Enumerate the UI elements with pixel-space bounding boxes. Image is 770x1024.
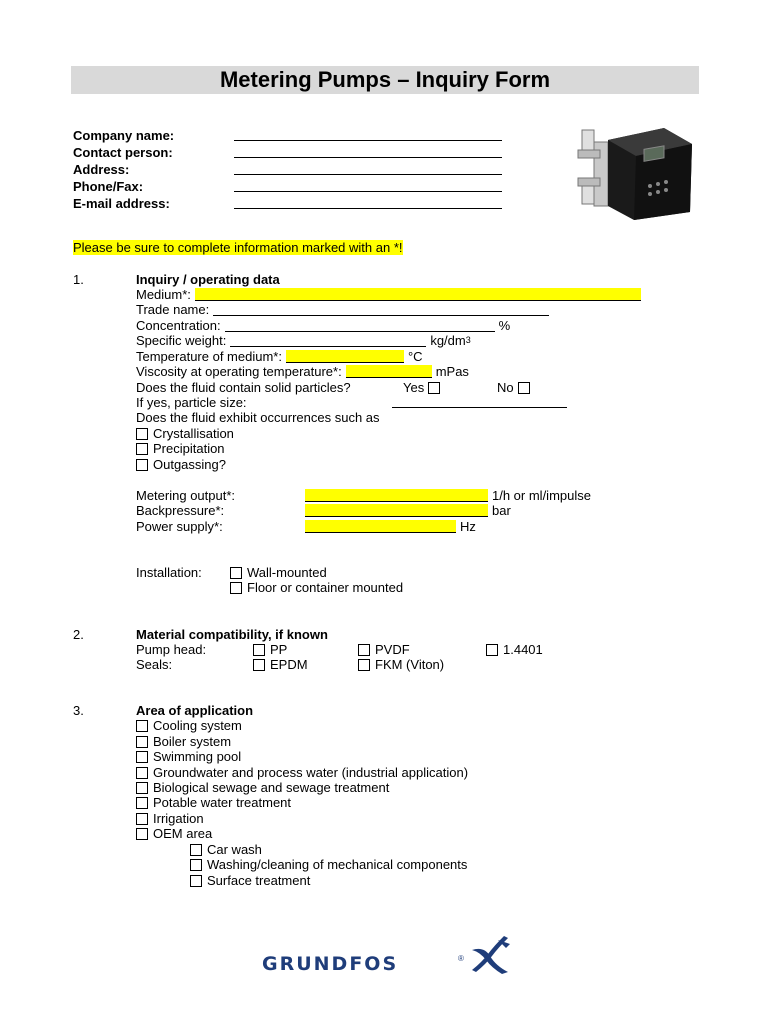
irrigation-label: Irrigation (153, 811, 204, 826)
floor-mounted-checkbox[interactable] (230, 582, 242, 594)
washing-cleaning-label: Washing/cleaning of mechanical components (207, 857, 468, 872)
specific-weight-label: Specific weight: (136, 333, 227, 348)
specific-weight-unit: kg/dm (430, 333, 466, 348)
installation-label: Installation: (136, 565, 202, 580)
medium-row (136, 287, 641, 302)
wall-mounted-checkbox[interactable] (230, 567, 242, 579)
pump-head-option[interactable] (486, 642, 543, 657)
precipitation-checkbox[interactable] (136, 443, 148, 455)
temperature-field[interactable] (286, 350, 404, 363)
viscosity-row (136, 364, 469, 379)
temperature-label: Temperature of medium*: (136, 349, 282, 364)
installation-option[interactable] (230, 565, 327, 580)
section-2-heading: Material compatibility, if known (136, 627, 328, 642)
logo-registered-mark: ® (458, 954, 464, 963)
concentration-unit: % (498, 318, 511, 333)
seal-option[interactable] (358, 657, 444, 672)
pvdf-label: PVDF (375, 642, 410, 657)
particle-size-label: If yes, particle size: (136, 395, 247, 410)
concentration-label: Concentration: (136, 318, 221, 333)
application-option[interactable] (136, 811, 204, 826)
power-supply-field[interactable] (305, 520, 456, 533)
wall-mounted-label: Wall-mounted (247, 565, 327, 580)
yes-checkbox[interactable] (428, 382, 440, 394)
application-option[interactable] (136, 749, 241, 764)
cooling-system-checkbox[interactable] (136, 720, 148, 732)
occurrence-option[interactable] (136, 457, 226, 472)
oem-area-label: OEM area (153, 826, 213, 841)
metering-pump-image (572, 120, 694, 220)
pump-head-label: Pump head: (136, 642, 207, 657)
potable-water-label: Potable water treatment (153, 795, 292, 810)
specific-weight-row (136, 333, 471, 348)
stainless-1-4401-label: 1.4401 (503, 642, 543, 657)
floor-mounted-label: Floor or container mounted (247, 580, 404, 595)
address-field[interactable] (234, 162, 502, 175)
solid-particles-yes (403, 380, 445, 395)
application-option[interactable] (136, 780, 389, 795)
specific-weight-unit-superscript: 3 (465, 335, 471, 345)
contact-person-field[interactable] (234, 145, 502, 158)
section-3-heading: Area of application (136, 703, 254, 718)
car-wash-checkbox[interactable] (190, 844, 202, 856)
logo-text: GRUNDFOS (262, 953, 399, 975)
oem-suboption[interactable] (190, 873, 310, 888)
medium-field[interactable] (195, 288, 641, 301)
crystallisation-checkbox[interactable] (136, 428, 148, 440)
irrigation-checkbox[interactable] (136, 813, 148, 825)
trade-name-field[interactable] (213, 303, 549, 316)
temperature-row (136, 349, 423, 364)
grundfos-logo (262, 936, 512, 976)
washing-cleaning-checkbox[interactable] (190, 859, 202, 871)
oem-suboption[interactable] (190, 857, 467, 872)
concentration-field[interactable] (225, 319, 495, 332)
application-option[interactable] (136, 718, 242, 733)
seals-label: Seals: (136, 657, 173, 672)
backpressure-field[interactable] (305, 504, 488, 517)
crystallisation-label: Crystallisation (153, 426, 234, 441)
viscosity-field[interactable] (346, 365, 432, 378)
contact-label-person: Contact person: (73, 145, 173, 160)
swimming-pool-label: Swimming pool (153, 749, 242, 764)
pvdf-checkbox[interactable] (358, 644, 370, 656)
medium-label: Medium*: (136, 287, 191, 302)
temperature-unit: °C (407, 349, 423, 364)
swimming-pool-checkbox[interactable] (136, 751, 148, 763)
pp-label: PP (270, 642, 288, 657)
section-3-number: 3. (73, 703, 84, 718)
epdm-label: EPDM (270, 657, 308, 672)
yes-label: Yes (403, 380, 425, 395)
solid-particles-question: Does the fluid contain solid particles? (136, 380, 351, 395)
fkm-viton-checkbox[interactable] (358, 659, 370, 671)
viscosity-label: Viscosity at operating temperature*: (136, 364, 342, 379)
outgassing-checkbox[interactable] (136, 459, 148, 471)
sewage-treatment-label: Biological sewage and sewage treatment (153, 780, 390, 795)
installation-option[interactable] (230, 580, 403, 595)
page-title: Metering Pumps – Inquiry Form (71, 66, 699, 94)
trade-name-label: Trade name: (136, 302, 210, 317)
boiler-system-label: Boiler system (153, 734, 232, 749)
boiler-system-checkbox[interactable] (136, 736, 148, 748)
pump-head-option[interactable] (358, 642, 410, 657)
contact-label-company: Company name: (73, 128, 175, 143)
trade-name-row (136, 302, 549, 317)
outgassing-label: Outgassing? (153, 457, 226, 472)
precipitation-label: Precipitation (153, 441, 225, 456)
application-option[interactable] (136, 734, 231, 749)
section-1-number: 1. (73, 272, 84, 287)
epdm-checkbox[interactable] (253, 659, 265, 671)
pp-checkbox[interactable] (253, 644, 265, 656)
grundfos-x-icon (468, 936, 512, 976)
metering-output-unit: 1/h or ml/impulse (492, 488, 591, 503)
power-supply-unit: Hz (460, 519, 476, 534)
sewage-treatment-checkbox[interactable] (136, 782, 148, 794)
application-option[interactable] (136, 795, 291, 810)
fkm-viton-label: FKM (Viton) (375, 657, 445, 672)
power-supply-label: Power supply*: (136, 519, 223, 534)
stainless-1-4401-checkbox[interactable] (486, 644, 498, 656)
cooling-system-label: Cooling system (153, 718, 242, 733)
viscosity-unit: mPas (435, 364, 469, 379)
pump-head-option[interactable] (253, 642, 287, 657)
concentration-row (136, 318, 510, 333)
phone-fax-field[interactable] (234, 179, 502, 192)
occurrence-option[interactable] (136, 426, 234, 441)
occurrences-question: Does the fluid exhibit occurrences such as (136, 410, 380, 425)
no-label: No (497, 380, 514, 395)
email-field[interactable] (234, 196, 502, 209)
backpressure-unit: bar (492, 503, 511, 518)
contact-label-address: Address: (73, 162, 130, 177)
oem-area-checkbox[interactable] (136, 828, 148, 840)
contact-label-email: E-mail address: (73, 196, 170, 211)
backpressure-label: Backpressure*: (136, 503, 225, 518)
solid-particles-no (497, 380, 535, 395)
oem-suboption[interactable] (190, 842, 262, 857)
no-checkbox[interactable] (518, 382, 530, 394)
seal-option[interactable] (253, 657, 308, 672)
application-option[interactable] (136, 826, 212, 841)
application-option[interactable] (136, 765, 468, 780)
groundwater-checkbox[interactable] (136, 767, 148, 779)
power-supply-row (305, 519, 476, 534)
required-notice: Please be sure to complete information marked with an *! (73, 240, 403, 255)
surface-treatment-checkbox[interactable] (190, 875, 202, 887)
company-name-field[interactable] (234, 128, 502, 141)
contact-label-phone: Phone/Fax: (73, 179, 144, 194)
metering-output-label: Metering output*: (136, 488, 236, 503)
groundwater-label: Groundwater and process water (industrial application) (153, 765, 469, 780)
section-1-heading: Inquiry / operating data (136, 272, 280, 287)
section-2-number: 2. (73, 627, 84, 642)
potable-water-checkbox[interactable] (136, 797, 148, 809)
car-wash-label: Car wash (207, 842, 262, 857)
backpressure-row (305, 503, 511, 518)
occurrence-option[interactable] (136, 441, 225, 456)
specific-weight-field[interactable] (230, 334, 426, 347)
particle-size-field[interactable] (392, 395, 567, 408)
surface-treatment-label: Surface treatment (207, 873, 311, 888)
metering-output-field[interactable] (305, 489, 488, 502)
metering-output-row (305, 488, 591, 503)
